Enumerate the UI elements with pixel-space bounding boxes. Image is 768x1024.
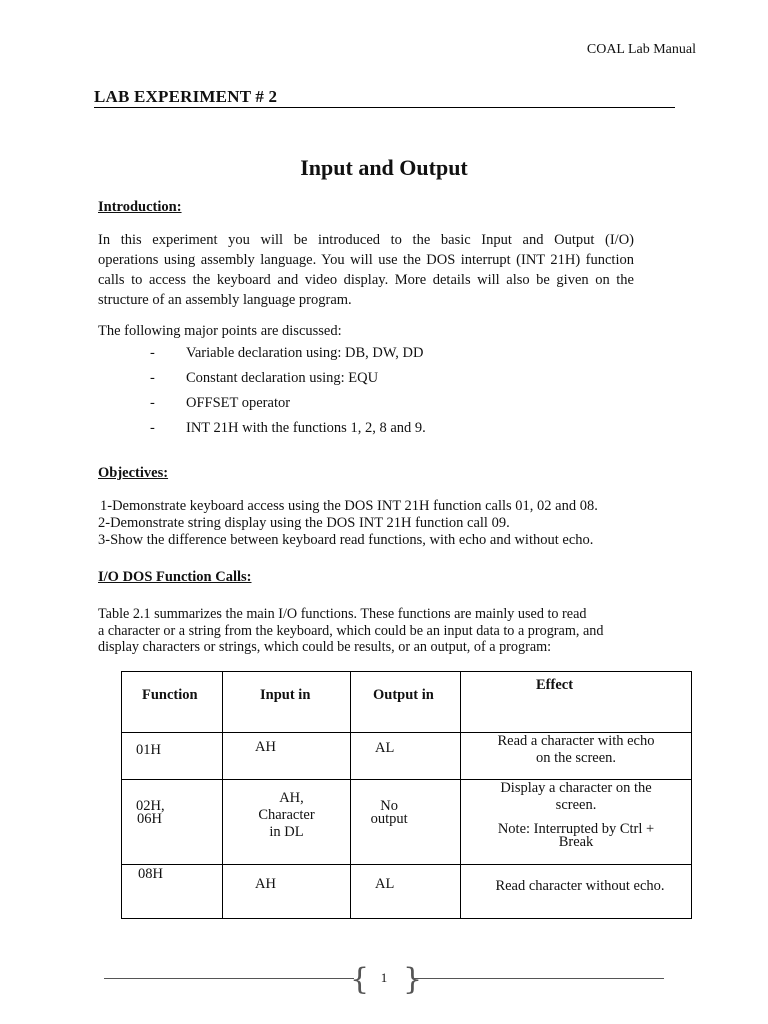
cell-effect: Read a character with echo on the screen. [461,733,692,780]
io-calls-intro [98,606,638,656]
bullet-marker: - [150,370,155,386]
right-brace-icon: } [403,962,423,997]
intro-line: structure of an assembly language program. [98,292,352,308]
list-item [150,345,426,370]
table-row [122,733,692,780]
bullet-marker: - [150,345,155,361]
cell-function: 02H, 06H [122,780,223,865]
bullet-marker: - [150,420,155,436]
io-functions-table [121,671,692,919]
cell-effect: Read character without echo. [461,865,692,919]
io-calls-heading: I/O DOS Function Calls: [98,569,252,585]
header-function: Function [122,672,223,733]
list-item-text: Constant declaration using: EQU [186,370,379,386]
introduction-heading: Introduction: [98,199,182,215]
cell-input: AH [223,733,351,780]
cell-effect: Display a character on the screen. Note: Interrupted by Ctrl + Break [461,780,692,865]
cell-output: AL [351,733,461,780]
list-item-text: OFFSET operator [186,395,291,411]
list-item-text: Variable declaration using: DB, DW, DD [186,345,424,361]
list-item-text: INT 21H with the functions 1, 2, 8 and 9. [186,420,426,436]
list-item [150,395,426,420]
intro-line: In this experiment you will be introduced to the basic Input and Output (I/O) [98,232,634,248]
title-divider [94,107,675,108]
objectives-list [98,498,658,549]
cell-function: 01H [122,733,223,780]
list-item [150,370,426,395]
experiment-label: LAB EXPERIMENT # 2 [94,87,278,106]
intro-line: calls to access the keyboard and video display. More details will also be given on the [98,272,634,288]
introduction-paragraph [98,230,634,310]
intro-line: operations using assembly language. You will use the DOS interrupt (INT 21H) function [98,252,634,268]
objective-item: 1-Demonstrate keyboard access using the DOS INT 21H function calls 01, 02 and 08. [100,498,598,514]
io-intro-line: display characters or strings, which could be results, or an output, of a program: [98,639,552,655]
cell-output: No output [351,780,461,865]
io-intro-line: a character or a string from the keyboard, which could be an input data to a program, and [98,622,604,639]
list-item [150,420,426,445]
cell-function: 08H [122,865,223,919]
table-row [122,865,692,919]
points-intro: The following major points are discussed: [98,323,342,339]
page-title: Input and Output [300,155,468,180]
manual-name: COAL Lab Manual [586,42,696,57]
cell-input: AH, Character in DL [223,780,351,865]
points-list [150,345,426,445]
objective-item: 3-Show the difference between keyboard read functions, with echo and without echo. [98,532,594,548]
cell-input: AH [223,865,351,919]
table-row [122,780,692,865]
cell-output: AL [351,865,461,919]
left-brace-icon: { [350,962,370,997]
header-effect: Effect [461,672,692,733]
objectives-heading: Objectives: [98,465,169,481]
header-input: Input in [223,672,351,733]
header-output: Output in [351,672,461,733]
page-number: 1 [380,970,388,985]
io-intro-line: Table 2.1 summarizes the main I/O functions. These functions are mainly used to read [98,606,587,622]
bullet-marker: - [150,395,155,411]
objective-item: 2-Demonstrate string display using the DOS INT 21H function call 09. [98,515,510,531]
table-header-row [122,672,692,733]
